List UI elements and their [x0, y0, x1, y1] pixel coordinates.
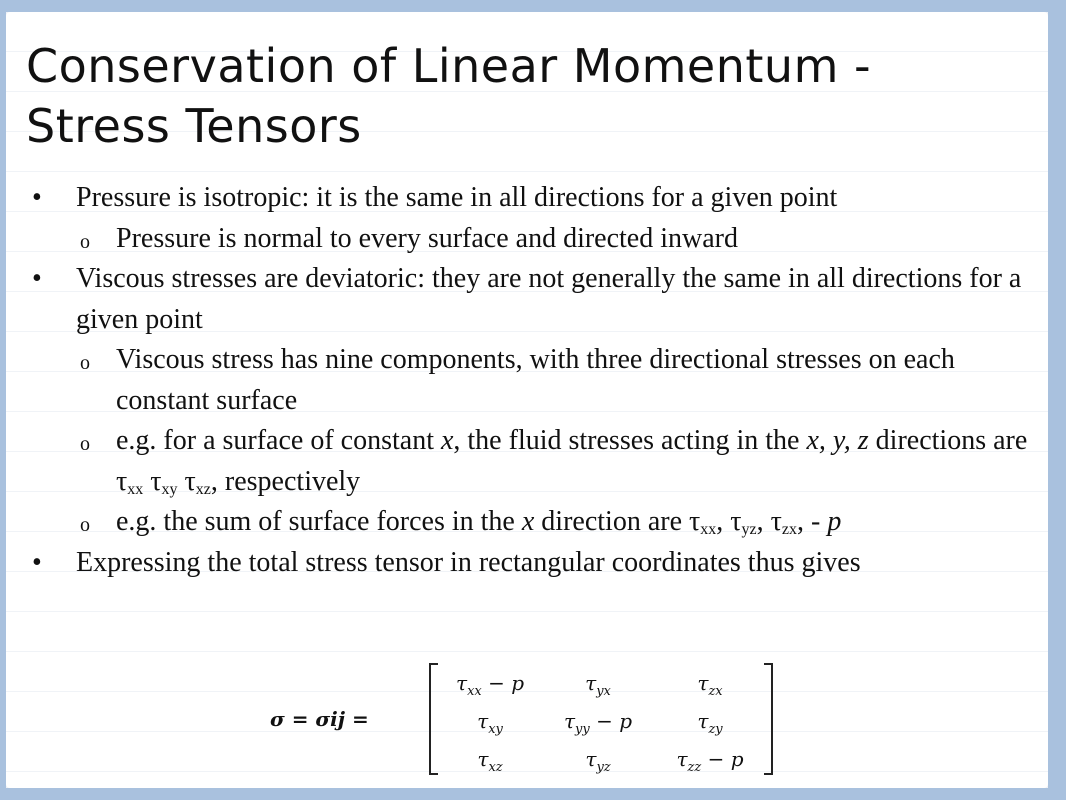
bullet-glyph: • [32, 182, 42, 213]
matrix-cell: $\tau_{yz}$ [585, 747, 611, 775]
subbullet-pressure-normal [32, 219, 1042, 260]
equation-lhs: σ = σij = [270, 707, 369, 731]
right-bracket [764, 664, 772, 774]
matrix-cell: $\tau_{yy} - p$ [563, 709, 633, 737]
subbullet-text: e.g. the sum of surface forces in the x direction are $\tau_{xx}$, $\tau_{yz}$, $\tau_{zx}$, - p [116, 506, 842, 538]
bullet-pressure-isotropic [32, 178, 1042, 219]
subbullet-glyph: o [80, 230, 90, 253]
top-border [0, 0, 1066, 12]
matrix-cell: $\tau_{zz} - p$ [676, 747, 744, 775]
bullet-viscous-deviatoric [32, 259, 1042, 340]
matrix-cell: $\tau_{zx}$ [697, 671, 723, 699]
bullet-text: Pressure is isotropic: it is the same in all directions for a given point [76, 182, 838, 213]
subbullet-glyph: o [80, 433, 90, 455]
matrix-cell: $\tau_{zy}$ [697, 709, 723, 737]
subbullet-nine-components [32, 340, 1042, 421]
subbullet-text: Viscous stress has nine components, with three directional stresses on each constant surface [116, 344, 955, 416]
matrix-cell: $\tau_{xy}$ [477, 709, 503, 737]
subbullet-constant-x [32, 421, 1042, 502]
stress-tensor-matrix [270, 662, 780, 778]
bullet-total-stress [32, 543, 1042, 584]
stress-tensor-equation [270, 662, 780, 778]
bullet-text: Expressing the total stress tensor in rectangular coordinates thus gives [76, 546, 861, 578]
matrix-cell: $\tau_{yx}$ [585, 671, 611, 699]
subbullet-glyph: o [80, 514, 90, 536]
bullet-glyph: • [32, 546, 42, 578]
bullet-glyph: • [32, 263, 42, 294]
left-bracket [430, 664, 438, 774]
subbullet-surface-forces [32, 502, 1042, 543]
matrix-cell: $\tau_{xz}$ [477, 747, 503, 775]
subbullet-text: e.g. for a surface of constant x, the fluid stresses acting in the x, y, z directions are $\tau_{xx}$ $\tau_{xy}$ $\tau_{xz}$, respectively [116, 425, 1028, 498]
subbullet-glyph: o [80, 352, 90, 374]
slide-body [32, 178, 1042, 583]
slide-title: Conservation of Linear Momentum - Stress Tensors [26, 39, 872, 153]
bullet-text: Viscous stresses are deviatoric: they are not generally the same in all directions for a given point [76, 263, 1022, 335]
bottom-border [0, 788, 1066, 800]
right-border [1048, 0, 1066, 800]
matrix-cell: $\tau_{xx} - p$ [455, 671, 525, 699]
subbullet-text: Pressure is normal to every surface and directed inward [116, 222, 738, 254]
